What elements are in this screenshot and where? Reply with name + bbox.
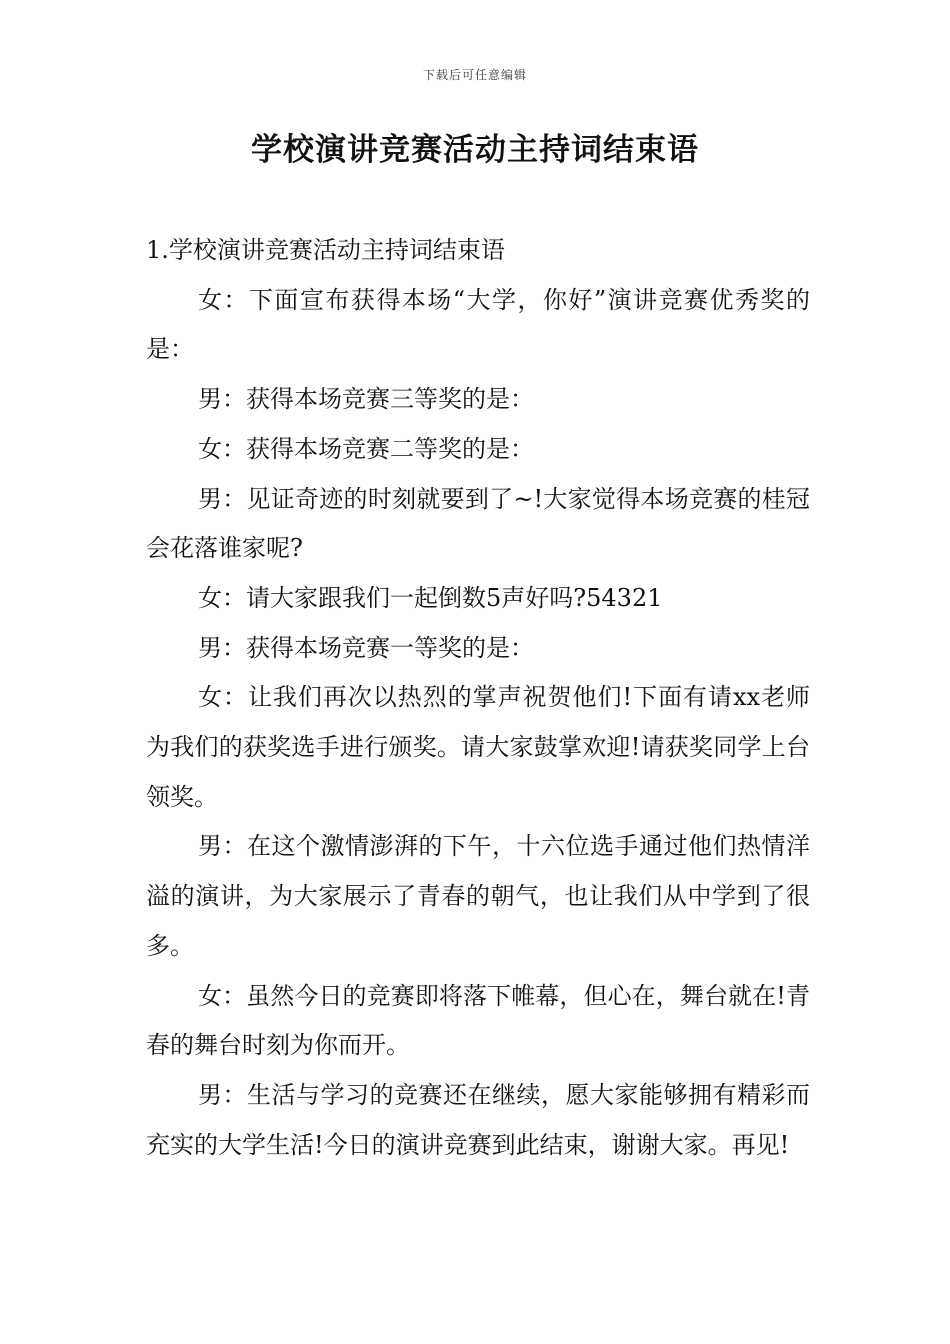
paragraph: 男：见证奇迹的时刻就要到了~!大家觉得本场竞赛的桂冠会花落谁家呢? xyxy=(146,484,810,563)
paragraph: 男：获得本场竞赛一等奖的是： xyxy=(198,633,534,662)
paragraph: 女：虽然今日的竞赛即将落下帷幕，但心在，舞台就在!青春的舞台时刻为你而开。 xyxy=(146,981,810,1060)
paragraph: 女：获得本场竞赛二等奖的是： xyxy=(198,434,534,463)
paragraph: 男：在这个激情澎湃的下午，十六位选手通过他们热情洋溢的演讲，为大家展示了青春的朝气，也让我们从中学到了很多。 xyxy=(146,832,810,960)
paragraph: 女：下面宣布获得本场“大学，你好”演讲竞赛优秀奖的是： xyxy=(146,285,810,364)
document-title: 学校演讲竞赛活动主持词结束语 xyxy=(251,132,699,168)
paragraph: 男：生活与学习的竞赛还在继续，愿大家能够拥有精彩而充实的大学生活!今日的演讲竞赛到此结束，谢谢大家。再见! xyxy=(146,1080,810,1159)
document-body xyxy=(146,226,810,1170)
header-note: 下载后可任意编辑 xyxy=(422,68,527,82)
section-heading: 1.学校演讲竞赛活动主持词结束语 xyxy=(146,236,505,264)
paragraph: 女：请大家跟我们一起倒数5声好吗?54321 xyxy=(198,583,663,612)
paragraph: 女：让我们再次以热烈的掌声祝贺他们!下面有请xx老师为我们的获奖选手进行颁奖。请大家鼓掌欢迎!请获奖同学上台领奖。 xyxy=(146,683,810,811)
paragraph: 男：获得本场竞赛三等奖的是： xyxy=(198,385,534,414)
